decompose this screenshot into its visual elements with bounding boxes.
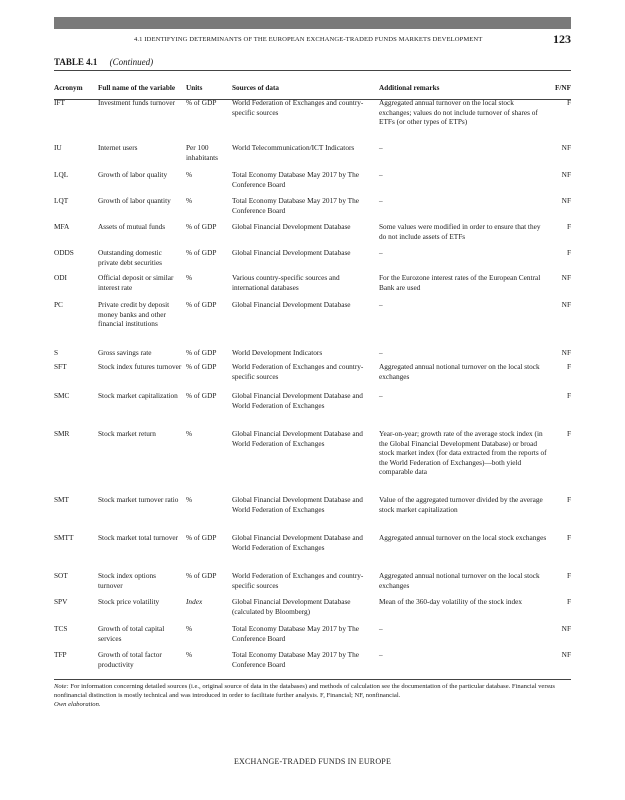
cell-acronym: SMC bbox=[54, 391, 70, 400]
cell-acronym: TFP bbox=[54, 650, 67, 659]
cell-fnf: NF bbox=[561, 143, 571, 152]
cell-acronym: SPV bbox=[54, 597, 68, 606]
cell-units: % of GDP bbox=[186, 571, 217, 580]
cell-acronym: PC bbox=[54, 300, 63, 309]
table-row bbox=[54, 429, 571, 495]
table-label: TABLE 4.1 bbox=[54, 57, 98, 67]
cell-full-name: Growth of total capital services bbox=[98, 624, 165, 643]
table-bottom-rule bbox=[54, 679, 571, 680]
cell-sources: Global Financial Development Database and World Federation of Exchanges bbox=[232, 495, 363, 514]
cell-sources: World Federation of Exchanges and country-specific sources bbox=[232, 362, 364, 381]
cell-fnf: F bbox=[566, 362, 571, 371]
cell-remarks: – bbox=[379, 170, 383, 179]
cell-remarks: – bbox=[379, 248, 383, 257]
cell-full-name: Stock market return bbox=[98, 429, 156, 438]
note-label: Note: bbox=[54, 683, 69, 690]
cell-remarks: Aggregated annual notional turnover on the local stock exchanges bbox=[379, 362, 540, 381]
cell-sources: World Development Indicators bbox=[232, 348, 323, 357]
cell-full-name: Stock market turnover ratio bbox=[98, 495, 179, 504]
header-fnf: F/NF bbox=[555, 84, 571, 92]
cell-remarks: – bbox=[379, 143, 383, 152]
table-row bbox=[54, 571, 571, 597]
cell-remarks: Year-on-year; growth rate of the average stock index (in the Global Financial Development Database) or broad stock market index (for data extracted from the reports of the World Federation of Exchanges)—both yield comparable data bbox=[379, 429, 547, 476]
cell-full-name: Stock index futures turnover bbox=[98, 362, 182, 371]
cell-acronym: SMT bbox=[54, 495, 70, 504]
table-header-rule bbox=[54, 99, 571, 100]
table-row bbox=[54, 196, 571, 222]
cell-sources: Total Economy Database May 2017 by The Conference Board bbox=[232, 170, 360, 189]
cell-units: % bbox=[186, 624, 193, 633]
cell-fnf: NF bbox=[561, 273, 571, 282]
cell-acronym: ODI bbox=[54, 273, 67, 282]
cell-fnf: F bbox=[566, 391, 571, 400]
cell-remarks: For the Eurozone interest rates of the European Central Bank are used bbox=[379, 273, 541, 292]
header-sources: Sources of data bbox=[232, 84, 279, 92]
header-full-name: Full name of the variable bbox=[98, 84, 176, 92]
cell-units: % bbox=[186, 170, 193, 179]
cell-fnf: NF bbox=[561, 650, 571, 659]
cell-full-name: Growth of labor quantity bbox=[98, 196, 171, 205]
cell-fnf: F bbox=[566, 495, 571, 504]
cell-units: % of GDP bbox=[186, 533, 217, 542]
table-row bbox=[54, 95, 571, 143]
cell-units: % of GDP bbox=[186, 222, 217, 231]
cell-sources: Global Financial Development Database and World Federation of Exchanges bbox=[232, 533, 363, 552]
table-row bbox=[54, 495, 571, 533]
cell-remarks: – bbox=[379, 196, 383, 205]
table-top-rule bbox=[54, 70, 571, 71]
cell-fnf: F bbox=[566, 533, 571, 542]
cell-remarks: – bbox=[379, 300, 383, 309]
cell-remarks: Value of the aggregated turnover divided by the average stock market capitalization bbox=[379, 495, 543, 514]
cell-sources: Global Financial Development Database and World Federation of Exchanges bbox=[232, 391, 363, 410]
cell-remarks: Aggregated annual turnover on the local stock exchanges; values do not include turnover of shares of ETFs (or other types of ETPs) bbox=[379, 98, 538, 126]
cell-acronym: IFT bbox=[54, 98, 65, 107]
cell-full-name: Stock market capitalization bbox=[98, 391, 178, 400]
running-title: 4.1 IDENTIFYING DETERMINANTS OF THE EUROPEAN EXCHANGE-TRADED FUNDS MARKETS DEVELOPMENT bbox=[134, 36, 483, 43]
table-row bbox=[54, 348, 571, 362]
note-text: For information concerning detailed sources (i.e., original source of data in the databases) and methods of calculation see the documentation of the particular database. Financial versus nonfinancial distinction is mostly technical and was introduced in order to facilitate further analysis. F, Financial; NF, nonfinancial. bbox=[54, 683, 555, 699]
header-bar bbox=[54, 17, 571, 29]
cell-units: % of GDP bbox=[186, 300, 217, 309]
cell-units: % bbox=[186, 495, 193, 504]
cell-sources: Global Financial Development Database (calculated by Bloomberg) bbox=[232, 597, 351, 616]
header-units: Units bbox=[186, 84, 203, 92]
cell-full-name: Growth of labor quality bbox=[98, 170, 168, 179]
data-table bbox=[54, 73, 571, 676]
table-row bbox=[54, 597, 571, 624]
cell-full-name: Assets of mutual funds bbox=[98, 222, 166, 231]
cell-remarks: – bbox=[379, 391, 383, 400]
cell-fnf: NF bbox=[561, 300, 571, 309]
cell-units: Index bbox=[186, 597, 203, 606]
cell-remarks: Aggregated annual notional turnover on the local stock exchanges bbox=[379, 571, 540, 590]
cell-units: % bbox=[186, 196, 193, 205]
table-row bbox=[54, 300, 571, 348]
cell-sources: Total Economy Database May 2017 by The Conference Board bbox=[232, 650, 360, 669]
cell-units: % bbox=[186, 273, 193, 282]
table-body bbox=[54, 95, 571, 676]
cell-fnf: F bbox=[566, 222, 571, 231]
cell-acronym: SMR bbox=[54, 429, 70, 438]
cell-fnf: NF bbox=[561, 196, 571, 205]
note-source: Own elaboration. bbox=[54, 700, 101, 708]
cell-remarks: Some values were modified in order to ensure that they do not include assets of ETFs bbox=[379, 222, 541, 241]
cell-sources: Various country-specific sources and international databases bbox=[232, 273, 340, 292]
table-caption bbox=[54, 57, 153, 67]
table-row bbox=[54, 391, 571, 429]
cell-full-name: Stock market total turnover bbox=[98, 533, 179, 542]
table-row bbox=[54, 624, 571, 650]
cell-remarks: Aggregated annual turnover on the local stock exchanges bbox=[379, 533, 547, 542]
cell-sources: Global Financial Development Database and World Federation of Exchanges bbox=[232, 429, 363, 448]
cell-full-name: Private credit by deposit money banks and other financial institutions bbox=[98, 300, 170, 328]
cell-full-name: Stock price volatility bbox=[98, 597, 160, 606]
cell-fnf: NF bbox=[561, 348, 571, 357]
cell-fnf: F bbox=[566, 429, 571, 438]
cell-units: % of GDP bbox=[186, 98, 217, 107]
page-footer: EXCHANGE-TRADED FUNDS IN EUROPE bbox=[233, 757, 392, 766]
table-row bbox=[54, 273, 571, 300]
table-note bbox=[54, 683, 571, 710]
cell-acronym: LQL bbox=[54, 170, 69, 179]
cell-full-name: Outstanding domestic private debt securities bbox=[98, 248, 163, 267]
cell-sources: Total Economy Database May 2017 by The Conference Board bbox=[232, 196, 360, 215]
cell-acronym: IU bbox=[54, 143, 62, 152]
table-row bbox=[54, 170, 571, 196]
cell-sources: World Federation of Exchanges and country-specific sources bbox=[232, 571, 364, 590]
page-number: 123 bbox=[553, 32, 571, 46]
header-remarks: Additional remarks bbox=[379, 84, 440, 92]
cell-acronym: SFT bbox=[54, 362, 67, 371]
cell-sources: Global Financial Development Database bbox=[232, 300, 351, 309]
cell-sources: World Telecommunication/ICT Indicators bbox=[232, 143, 355, 152]
cell-remarks: Mean of the 360-day volatility of the stock index bbox=[379, 597, 523, 606]
table-row bbox=[54, 248, 571, 273]
cell-acronym: LQT bbox=[54, 196, 69, 205]
running-head bbox=[54, 33, 571, 47]
cell-fnf: F bbox=[566, 98, 571, 107]
cell-sources: World Federation of Exchanges and country-specific sources bbox=[232, 98, 364, 117]
cell-fnf: F bbox=[566, 597, 571, 606]
cell-remarks: – bbox=[379, 650, 383, 659]
cell-units: % bbox=[186, 650, 193, 659]
cell-units: % of GDP bbox=[186, 362, 217, 371]
cell-sources: Global Financial Development Database bbox=[232, 248, 351, 257]
cell-remarks: – bbox=[379, 348, 383, 357]
cell-units: % of GDP bbox=[186, 348, 217, 357]
cell-acronym: SMTT bbox=[54, 533, 74, 542]
table-continued: (Continued) bbox=[109, 57, 154, 67]
cell-units: Per 100 inhabitants bbox=[186, 143, 219, 162]
cell-fnf: F bbox=[566, 248, 571, 257]
cell-full-name: Investment funds turnover bbox=[98, 98, 176, 107]
cell-full-name: Growth of total factor productivity bbox=[98, 650, 162, 669]
header-acronym: Acronym bbox=[54, 84, 83, 92]
cell-acronym: MFA bbox=[54, 222, 70, 231]
cell-units: % bbox=[186, 429, 193, 438]
cell-sources: Total Economy Database May 2017 by The Conference Board bbox=[232, 624, 360, 643]
cell-acronym: TCS bbox=[54, 624, 68, 633]
table-row bbox=[54, 650, 571, 676]
table-row bbox=[54, 222, 571, 248]
cell-fnf: NF bbox=[561, 170, 571, 179]
cell-acronym: ODDS bbox=[54, 248, 74, 257]
cell-full-name: Official deposit or similar interest rate bbox=[98, 273, 174, 292]
cell-fnf: F bbox=[566, 571, 571, 580]
table-row bbox=[54, 143, 571, 170]
table-header-row bbox=[54, 73, 571, 95]
table-row bbox=[54, 533, 571, 571]
table-row bbox=[54, 362, 571, 391]
cell-acronym: S bbox=[54, 348, 59, 357]
cell-acronym: SOT bbox=[54, 571, 68, 580]
cell-full-name: Internet users bbox=[98, 143, 138, 152]
cell-sources: Global Financial Development Database bbox=[232, 222, 351, 231]
cell-fnf: NF bbox=[561, 624, 571, 633]
cell-units: % of GDP bbox=[186, 391, 217, 400]
cell-full-name: Gross savings rate bbox=[98, 348, 152, 357]
cell-remarks: – bbox=[379, 624, 383, 633]
cell-units: % of GDP bbox=[186, 248, 217, 257]
cell-full-name: Stock index options turnover bbox=[98, 571, 156, 590]
